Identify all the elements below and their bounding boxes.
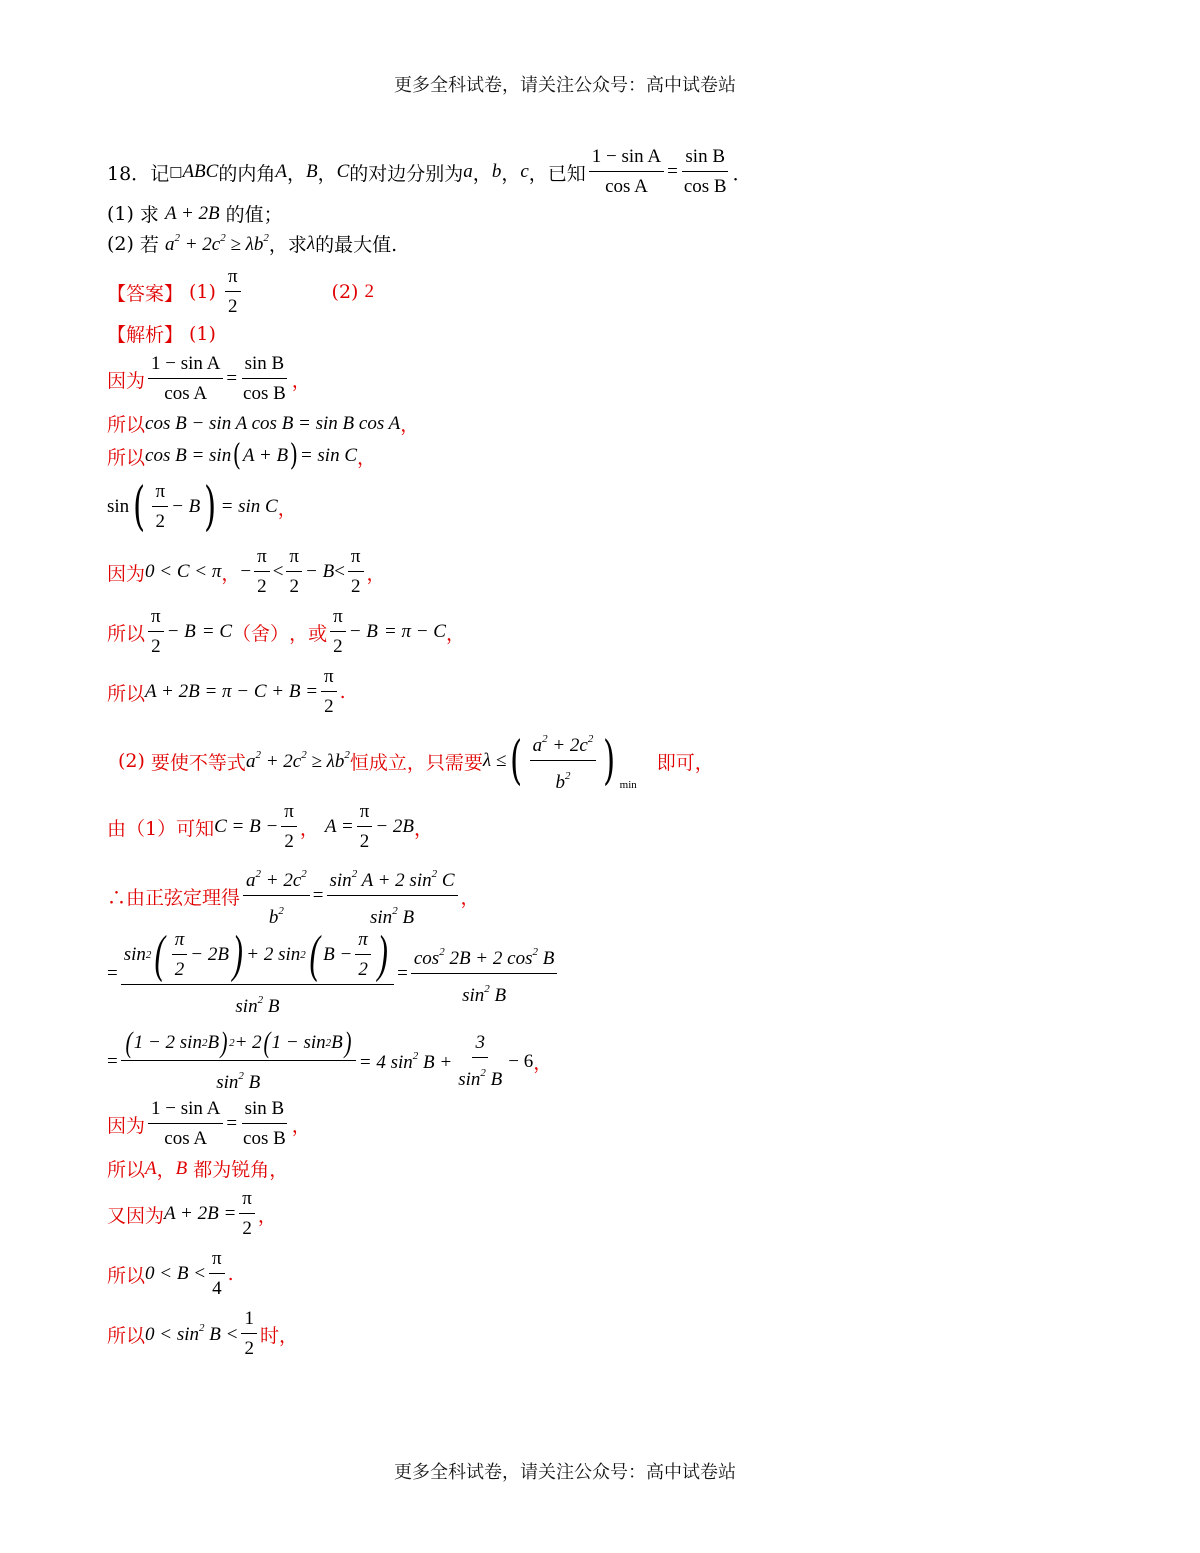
analysis-part-2-line: (2) 要使不等式 $a^2 + 2c^2 \ge \lambda b^2$ 恒成立，只需要 λ ≤ ( $\frac{a^2 + 2c^2}{b^2}$ ) min 即可， [118, 727, 714, 795]
analysis-line-5: 所以 cos B = sin ( A + B ) = sin C ， [107, 438, 377, 473]
analysis-line-12: = sin 2 ( $\frac{\pi}{2}$ − 2B ) + 2 sin 2 ( B − $\frac{\pi}{2}$ ) $\sin^2 B$ = $\frac{\cos^2 2B + 2 \cos^2 B}{\sin^2 B}$ [107, 928, 560, 1019]
analysis-tag-line: 【解析】 (1) [107, 320, 216, 347]
analysis-line-18: 所以 $0 < \sin^2 B$ < $\frac{1}{2}$ 时， [107, 1308, 298, 1359]
analysis-line-7: 因为 0 < C < π ， − $\frac{\pi}{2}$ < $\frac{\pi}{2}$ − B < $\frac{\pi}{2}$ ， [107, 546, 386, 597]
problem-stem: 18． 记 □ ABC 的内角 A ， B ， C 的对边分别为 a ， b ， c ， 已知 $\frac{\text{1 − sin A}}{\text{cos A}}$ = $\frac{\text{sin B}}{\text{cos B}}$ ． [107, 146, 752, 197]
page-footer: 更多全科试卷，请关注公众号：高中试卷站 [394, 1462, 736, 1483]
page-header: 更多全科试卷，请关注公众号：高中试卷站 [394, 75, 736, 96]
analysis-line-3: 因为 $\frac{\text{1 − sin A}}{\text{cos A}}$ = $\frac{\text{sin B}}{\text{cos B}}$ ， [107, 353, 311, 404]
analysis-line-13: = ( 1 − 2 sin 2 B ) 2 + 2 ( 1 − sin 2 B ) $\sin^2 B$ = 4 $\sin^2 B$ + $\frac{3}{\sin^2 B}$ − 6 ， [107, 1026, 553, 1093]
analysis-line-16: 又因为 A + 2B = $\frac{\pi}{2}$ ， [107, 1188, 277, 1239]
analysis-line-9: 所以 A + 2B = π − C + B = $\frac{\pi}{2}$ . [107, 666, 346, 717]
answer-line: 【答案】 (1) $\frac{\pi}{2}$ (2) 2 [107, 266, 374, 317]
problem-part-2: (2) 若 $a^2 + 2c^2 \ge \lambda b^2$ ，求 λ 的最大值. [107, 231, 398, 256]
answer-tag: 【答案】 [107, 282, 184, 305]
given-fraction-right: $\frac{\text{sin B}}{\text{cos B}}$ [683, 146, 727, 197]
analysis-line-10: 由（1）可知 C = B − $\frac{\pi}{2}$ ， A = $\frac{\pi}{2}$ − 2B ， [107, 801, 434, 852]
problem-number: 18． [107, 162, 151, 185]
analysis-tag: 【解析】 [107, 324, 184, 346]
given-fraction-left: $\frac{\text{1 − sin A}}{\text{cos A}}$ [589, 145, 664, 199]
problem-part-1: (1) 求 A + 2B 的值； [107, 202, 283, 226]
answer-2-value: 2 [364, 281, 374, 302]
analysis-line-11: ∴由正弦定理得 $\frac{a^2 + 2c^2}{b^2}$ = $\frac{\sin^2 A + 2 \sin^2 C}{\sin^2 B}$ ， [107, 862, 480, 930]
analysis-line-6: sin ( $\frac{\pi}{2}$ − B ) = sin C ， [107, 477, 297, 537]
analysis-line-14: 因为 $\frac{\text{1 − sin A}}{\text{cos A}}$ = $\frac{\text{sin B}}{\text{cos B}}$ ， [107, 1098, 311, 1149]
analysis-line-8: 所以 $\frac{\pi}{2}$ − B = C （舍） ， 或 $\frac{\pi}{2}$ − B = π − C ， [107, 606, 465, 657]
analysis-line-17: 所以 0 < B < $\frac{\pi}{4}$ . [107, 1248, 234, 1299]
analysis-line-4: 所以 cos B − sin A cos B = sin B cos A ， [107, 412, 420, 436]
missing-glyph: □ [169, 164, 183, 180]
answer-1-fraction: $\frac{\pi}{2}$ [225, 265, 241, 319]
analysis-line-15: 所以 A ， B 都为锐角， [107, 1157, 289, 1181]
